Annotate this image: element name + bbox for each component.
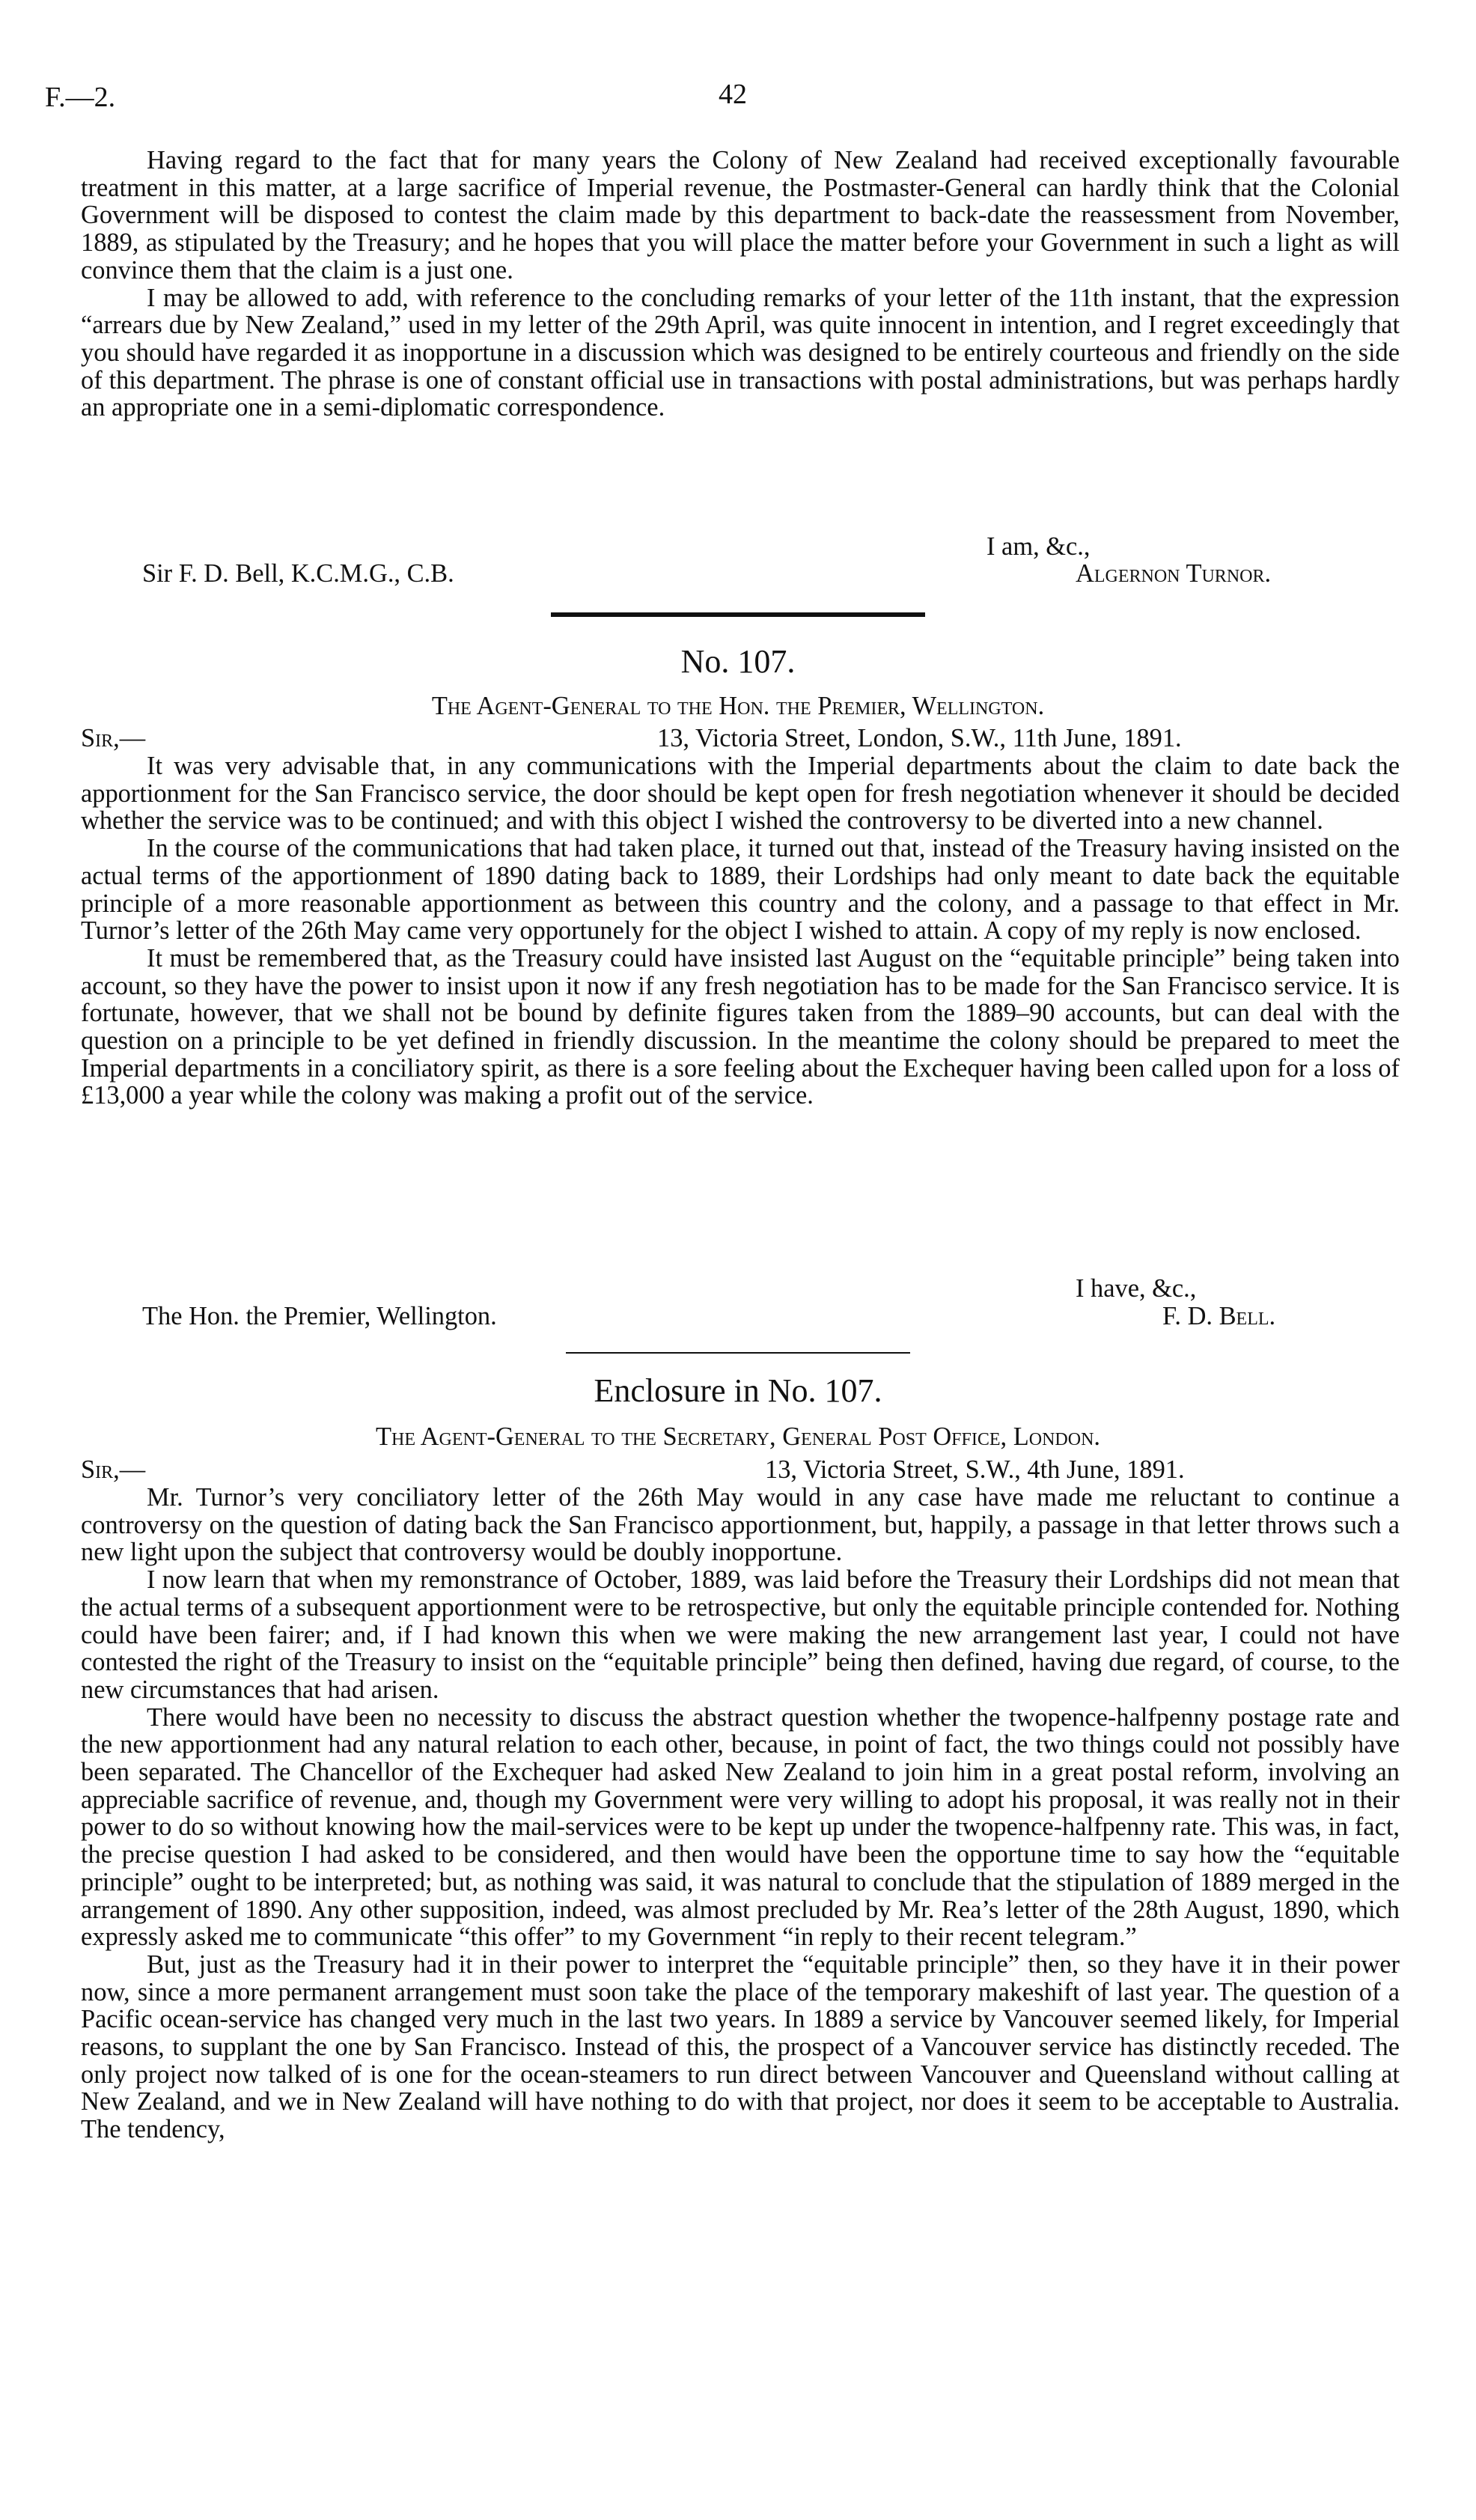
address-date: 13, Victoria Street, S.W., 4th June, 1891. (765, 1455, 1185, 1484)
prev-letter-body (81, 147, 1400, 421)
letter-107-body (81, 752, 1400, 1110)
paragraph: I now learn that when my remonstrance of October, 1889, was laid before the Treasury their Lordships did not mean that the actual terms of a subsequent apportionment were to be retrospective, but only the equitable principle contended for. Nothing could have been fairer; and, if I had known this when we were making the new arrangement last year, I could not have contested the right of the Treasury to insist on the “equitable principle” being then defined, having due regard, of course, to the new circumstances that had arisen. (81, 1565, 1400, 1704)
section-rule (551, 612, 925, 617)
closing: I have, &c., (1076, 1274, 1197, 1303)
enclosure-body (81, 1484, 1400, 2143)
paragraph: Mr. Turnor’s very conciliatory letter of the 26th May would in any case have made me reluctant to continue a controversy on the question of dating back the San Francisco apportionment, but, happily, a passage in that letter throws such a new light upon the subject that controversy would be doubly inopportune. (81, 1483, 1400, 1567)
salutation: Sir,— (81, 724, 146, 752)
letter-title: No. 107. (680, 643, 796, 680)
addressee: Sir F. D. Bell, K.C.M.G., C.B. (142, 559, 454, 588)
paragraph: In the course of the communications that had taken place, it turned out that, instead of the Treasury having insisted on the actual terms of the apportionment of 1890 dating back to 1889, their Lordships had only meant to date back the equitable principle of a more reasonable apportionment as between this country and the colony, and a passage to that effect in Mr. Turnor’s letter of the 26th May came very opportunely for the object I wished to attain. A copy of my reply is now enclosed. (81, 834, 1400, 946)
closing: I am, &c., (986, 532, 1091, 561)
enclosure-title: Enclosure in No. 107. (594, 1372, 882, 1409)
salutation: Sir,— (81, 1455, 146, 1484)
address-date: 13, Victoria Street, London, S.W., 11th June, 1891. (657, 724, 1182, 752)
page-number: 42 (719, 79, 747, 110)
section-code: F.—2. (45, 82, 116, 113)
paragraph: It must be remembered that, as the Treasury could have insisted last August on the “equitable principle” being taken into account, so they have the power to insist upon it now if any fresh negotiation has to be made for the San Francisco service. It is fortunate, however, that we shall not be bound by definite figures taken from the 1889–90 accounts, but can deal with the question on a principle to be yet defined in friendly discussion. In the meantime the colony should be prepared to meet the Imperial departments in a conciliatory spirit, as there is a sore feeling about the Exchequer having been called upon for a loss of £13,000 a year while the colony was making a profit out of the service. (81, 943, 1400, 1110)
enclosure-subtitle: The Agent-General to the Secretary, General Post Office, London. (375, 1422, 1100, 1451)
signature: Algernon Turnor. (1076, 559, 1272, 588)
paragraph: Having regard to the fact that for many years the Colony of New Zealand had received exceptionally favourable treatment in this matter, at a large sacrifice of Imperial revenue, the Postmaster-General can hardly think that the Colonial Government will be disposed to contest the claim made by this department to back-date the reassessment from November, 1889, as stipulated by the Treasury; and he hopes that you will place the matter before your Government in such a light as will convince them that the claim is a just one. (81, 146, 1400, 284)
divider-rule (566, 1352, 910, 1354)
paragraph: I may be allowed to add, with reference to the concluding remarks of your letter of the 11th instant, that the expression “arrears due by New Zealand,” used in my letter of the 29th April, was quite innocent in intention, and I regret exceedingly that you should have regarded it as inopportune in a discussion which was designed to be entirely courteous and friendly on the side of this department. The phrase is one of constant official use in transactions with postal administrations, but was perhaps hardly an appropriate one in a semi-diplomatic correspondence. (81, 283, 1400, 422)
addressee: The Hon. the Premier, Wellington. (142, 1302, 497, 1330)
signature: F. D. Bell. (1162, 1302, 1276, 1330)
paragraph: But, just as the Treasury had it in their power to interpret the “equitable principle” then, so they have it in their power now, since a more permanent arrangement must soon take the place of the temporary makeshift of last year. The question of a Pacific ocean-service has changed very much in the last two years. In 1889 a service by Vancouver seemed likely, for Imperial reasons, to supplant the one by San Francisco. Instead of this, the prospect of a Vancouver service has distinctly receded. The only project now talked of is one for the ocean-steamers to run direct between Vancouver and Queensland without calling at New Zealand, and we in New Zealand will have nothing to do with that project, nor does it seem to be acceptable to Australia. The tendency, (81, 1950, 1400, 2144)
letter-subtitle: The Agent-General to the Hon. the Premier, Wellington. (431, 692, 1045, 720)
paragraph: There would have been no necessity to discuss the abstract question whether the twopence-halfpenny postage rate and the new apportionment had any natural relation to each other, because, in point of fact, the two things could not possibly have been separated. The Chancellor of the Exchequer had asked New Zealand to join him in a great postal reform, involving an appreciable sacrifice of revenue, and, though my Government were very willing to adopt his proposal, it was really not in their power to do so without knowing how the mail-services were to be kept up under the twopence-halfpenny rate. This was, in fact, the precise question I had asked to be considered, and then would have been the opportune time to say how the “equitable principle” ought to be interpreted; but, as nothing was said, it was natural to conclude that the stipulation of 1889 merged in the arrangement of 1890. Any other supposition, indeed, was almost precluded by Mr. Rea’s letter of the 28th August, 1890, which expressly asked me to communicate “this offer” to my Government “in reply to their recent telegram.” (81, 1702, 1400, 1952)
paragraph: It was very advisable that, in any communications with the Imperial departments about the claim to date back the apportionment for the San Francisco service, the door should be kept open for fresh negotiation whenever it should be decided whether the service was to be continued; and with this object I wished the controversy to be diverted into a new channel. (81, 752, 1400, 836)
